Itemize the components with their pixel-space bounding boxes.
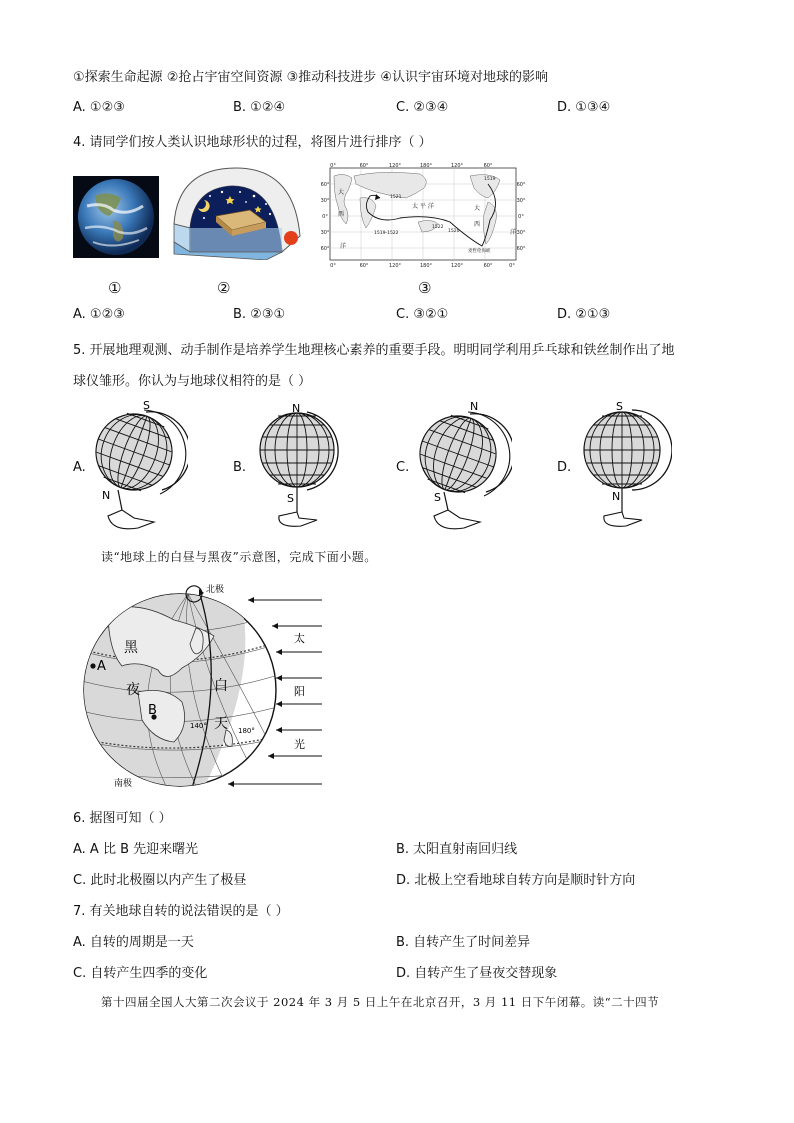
map-bottom-tick: 60° xyxy=(359,263,369,269)
map-ocean-label: 洋 xyxy=(340,243,347,250)
q4-option-a[interactable]: A. ①②③ xyxy=(73,307,125,322)
map-bottom-tick: 120° xyxy=(388,263,402,269)
map-place-label: 麦哲伦海峡 xyxy=(468,249,491,254)
globe-a-bottom-pole: N xyxy=(102,489,111,502)
magellan-route-map xyxy=(320,158,526,274)
map-ocean-label: 西 xyxy=(338,211,345,218)
map-top-tick: 120° xyxy=(450,163,464,169)
globe-d-image xyxy=(580,400,672,530)
world-map-image xyxy=(320,158,526,270)
map-route-year: 1521 xyxy=(390,195,402,200)
q7-option-b[interactable]: B. 自转产生了时间差异 xyxy=(396,935,531,950)
globe-option-a-label[interactable]: A. xyxy=(73,460,86,475)
north-pole-label: 北极 xyxy=(206,585,225,595)
map-bottom-tick: 120° xyxy=(450,263,464,269)
south-pole-label: 南极 xyxy=(114,779,133,789)
map-ocean-label: 大 xyxy=(338,189,345,196)
q6-option-d[interactable]: D. 北极上空看地球自转方向是顺时针方向 xyxy=(396,873,636,888)
dome-sky-image xyxy=(170,166,306,260)
dome-sky-figure xyxy=(170,166,306,264)
map-left-tick: 60° xyxy=(320,182,330,188)
globe-c-bottom-pole: S xyxy=(434,491,441,504)
globe-a-image xyxy=(88,398,188,534)
passage-intro: 读“地球上的白昼与黑夜”示意图，完成下面小题。 xyxy=(101,550,377,564)
q7-option-d[interactable]: D. 自转产生了昼夜交替现象 xyxy=(396,966,558,981)
q4-option-d[interactable]: D. ②①③ xyxy=(557,307,611,322)
map-right-tick: 60° xyxy=(516,182,526,188)
globe-option-c[interactable] xyxy=(412,402,512,538)
q6-option-c[interactable]: C. 此时北极圈以内产生了极昼 xyxy=(73,873,247,888)
q3-option-a[interactable]: A. ①②③ xyxy=(73,100,125,115)
map-top-tick: 120° xyxy=(388,163,402,169)
q4-option-c[interactable]: C. ③②① xyxy=(396,307,449,322)
map-right-tick: 60° xyxy=(516,246,526,252)
sun-char: 光 xyxy=(294,738,305,751)
day-char: 白 xyxy=(214,678,228,694)
figure-label-3: ③ xyxy=(418,279,432,297)
q6-option-a[interactable]: A. A 比 B 先迎来曙光 xyxy=(73,842,199,857)
map-bottom-tick: 180° xyxy=(419,263,433,269)
map-right-tick: 30° xyxy=(516,230,526,236)
earth-photo-figure xyxy=(73,176,159,258)
map-ocean-label: 洋 xyxy=(510,229,517,236)
figure-label-2: ② xyxy=(217,279,231,297)
map-ocean-label: 大 xyxy=(474,205,481,212)
map-right-tick: 30° xyxy=(516,198,526,204)
q7-option-c[interactable]: C. 自转产生四季的变化 xyxy=(73,966,208,981)
globe-b-bottom-pole: S xyxy=(287,492,294,505)
q6-stem: 6. 据图可知（ ） xyxy=(73,811,172,826)
map-left-tick: 60° xyxy=(320,246,330,252)
globe-option-a[interactable] xyxy=(88,398,188,538)
map-route-year: 1519 xyxy=(484,177,496,182)
q3-statements: ①探索生命起源 ②抢占宇宙空间资源 ③推动科技进步 ④认识宇宙环境对地球的影响 xyxy=(73,70,549,85)
globe-c-image xyxy=(412,402,512,534)
globe-b-top-pole: N xyxy=(292,402,301,415)
next-passage-text: 第十四届全国人大第二次会议于 2024 年 3 月 5 日上午在北京召开，3 月 11 日下午闭幕。读“二十四节 xyxy=(101,995,660,1009)
map-left-tick: 0° xyxy=(322,214,328,220)
q3-option-c[interactable]: C. ②③④ xyxy=(396,100,449,115)
point-a-label: A xyxy=(97,659,106,674)
day-night-image xyxy=(78,580,328,792)
map-left-tick: 30° xyxy=(320,230,330,236)
globe-option-d[interactable] xyxy=(580,400,672,534)
sun-char: 太 xyxy=(294,632,305,645)
q3-option-b[interactable]: B. ①②④ xyxy=(233,100,286,115)
lon-180-label: 180° xyxy=(238,727,255,735)
figure-label-1: ① xyxy=(108,279,122,297)
map-route-year: 1520 xyxy=(448,229,460,234)
globe-c-top-pole: N xyxy=(470,402,479,413)
q7-option-a[interactable]: A. 自转的周期是一天 xyxy=(73,935,194,950)
q5-stem-line1: 5. 开展地理观测、动手制作是培养学生地理核心素养的重要手段。明明同学利用乒乓球和铁丝制作出了地 xyxy=(73,343,675,358)
q4-option-b[interactable]: B. ②③① xyxy=(233,307,286,322)
day-char: 天 xyxy=(214,716,228,732)
q7-stem: 7. 有关地球自转的说法错误的是（ ） xyxy=(73,904,289,919)
map-left-tick: 30° xyxy=(320,198,330,204)
globe-option-b[interactable] xyxy=(255,402,345,536)
map-top-tick: 0° xyxy=(330,163,336,169)
map-bottom-tick: 0° xyxy=(509,263,515,269)
lon-140-label: 140° xyxy=(190,722,207,730)
globe-option-d-label[interactable]: D. xyxy=(557,460,572,475)
day-night-figure xyxy=(78,580,328,796)
night-char: 夜 xyxy=(126,682,140,698)
map-bottom-tick: 60° xyxy=(483,263,493,269)
point-b-label: B xyxy=(148,703,157,718)
map-right-tick: 0° xyxy=(518,214,524,220)
globe-option-b-label[interactable]: B. xyxy=(233,460,247,475)
q3-option-d[interactable]: D. ①③④ xyxy=(557,100,611,115)
globe-a-top-pole: S xyxy=(143,399,150,412)
map-top-tick: 60° xyxy=(483,163,493,169)
q4-stem: 4. 请同学们按人类认识地球形状的过程，将图片进行排序（ ） xyxy=(73,135,432,150)
map-route-year: 1519-1522 xyxy=(374,231,399,236)
q6-option-b[interactable]: B. 太阳直射南回归线 xyxy=(396,842,518,857)
map-top-tick: 60° xyxy=(359,163,369,169)
map-route-year: 1522 xyxy=(432,225,444,230)
map-ocean-label: 太 平 洋 xyxy=(412,203,434,210)
globe-d-top-pole: S xyxy=(616,400,623,413)
globe-option-c-label[interactable]: C. xyxy=(396,460,410,475)
globe-d-bottom-pole: N xyxy=(612,490,621,503)
globe-b-image xyxy=(255,402,345,532)
night-char: 黑 xyxy=(124,640,138,656)
sun-char: 阳 xyxy=(294,685,305,698)
map-top-tick: 180° xyxy=(419,163,433,169)
map-bottom-tick: 0° xyxy=(330,263,336,269)
map-ocean-label: 西 xyxy=(474,221,481,228)
earth-photo-image xyxy=(73,176,159,258)
q5-stem-line2: 球仪雏形。你认为与地球仪相符的是（ ） xyxy=(73,374,312,389)
